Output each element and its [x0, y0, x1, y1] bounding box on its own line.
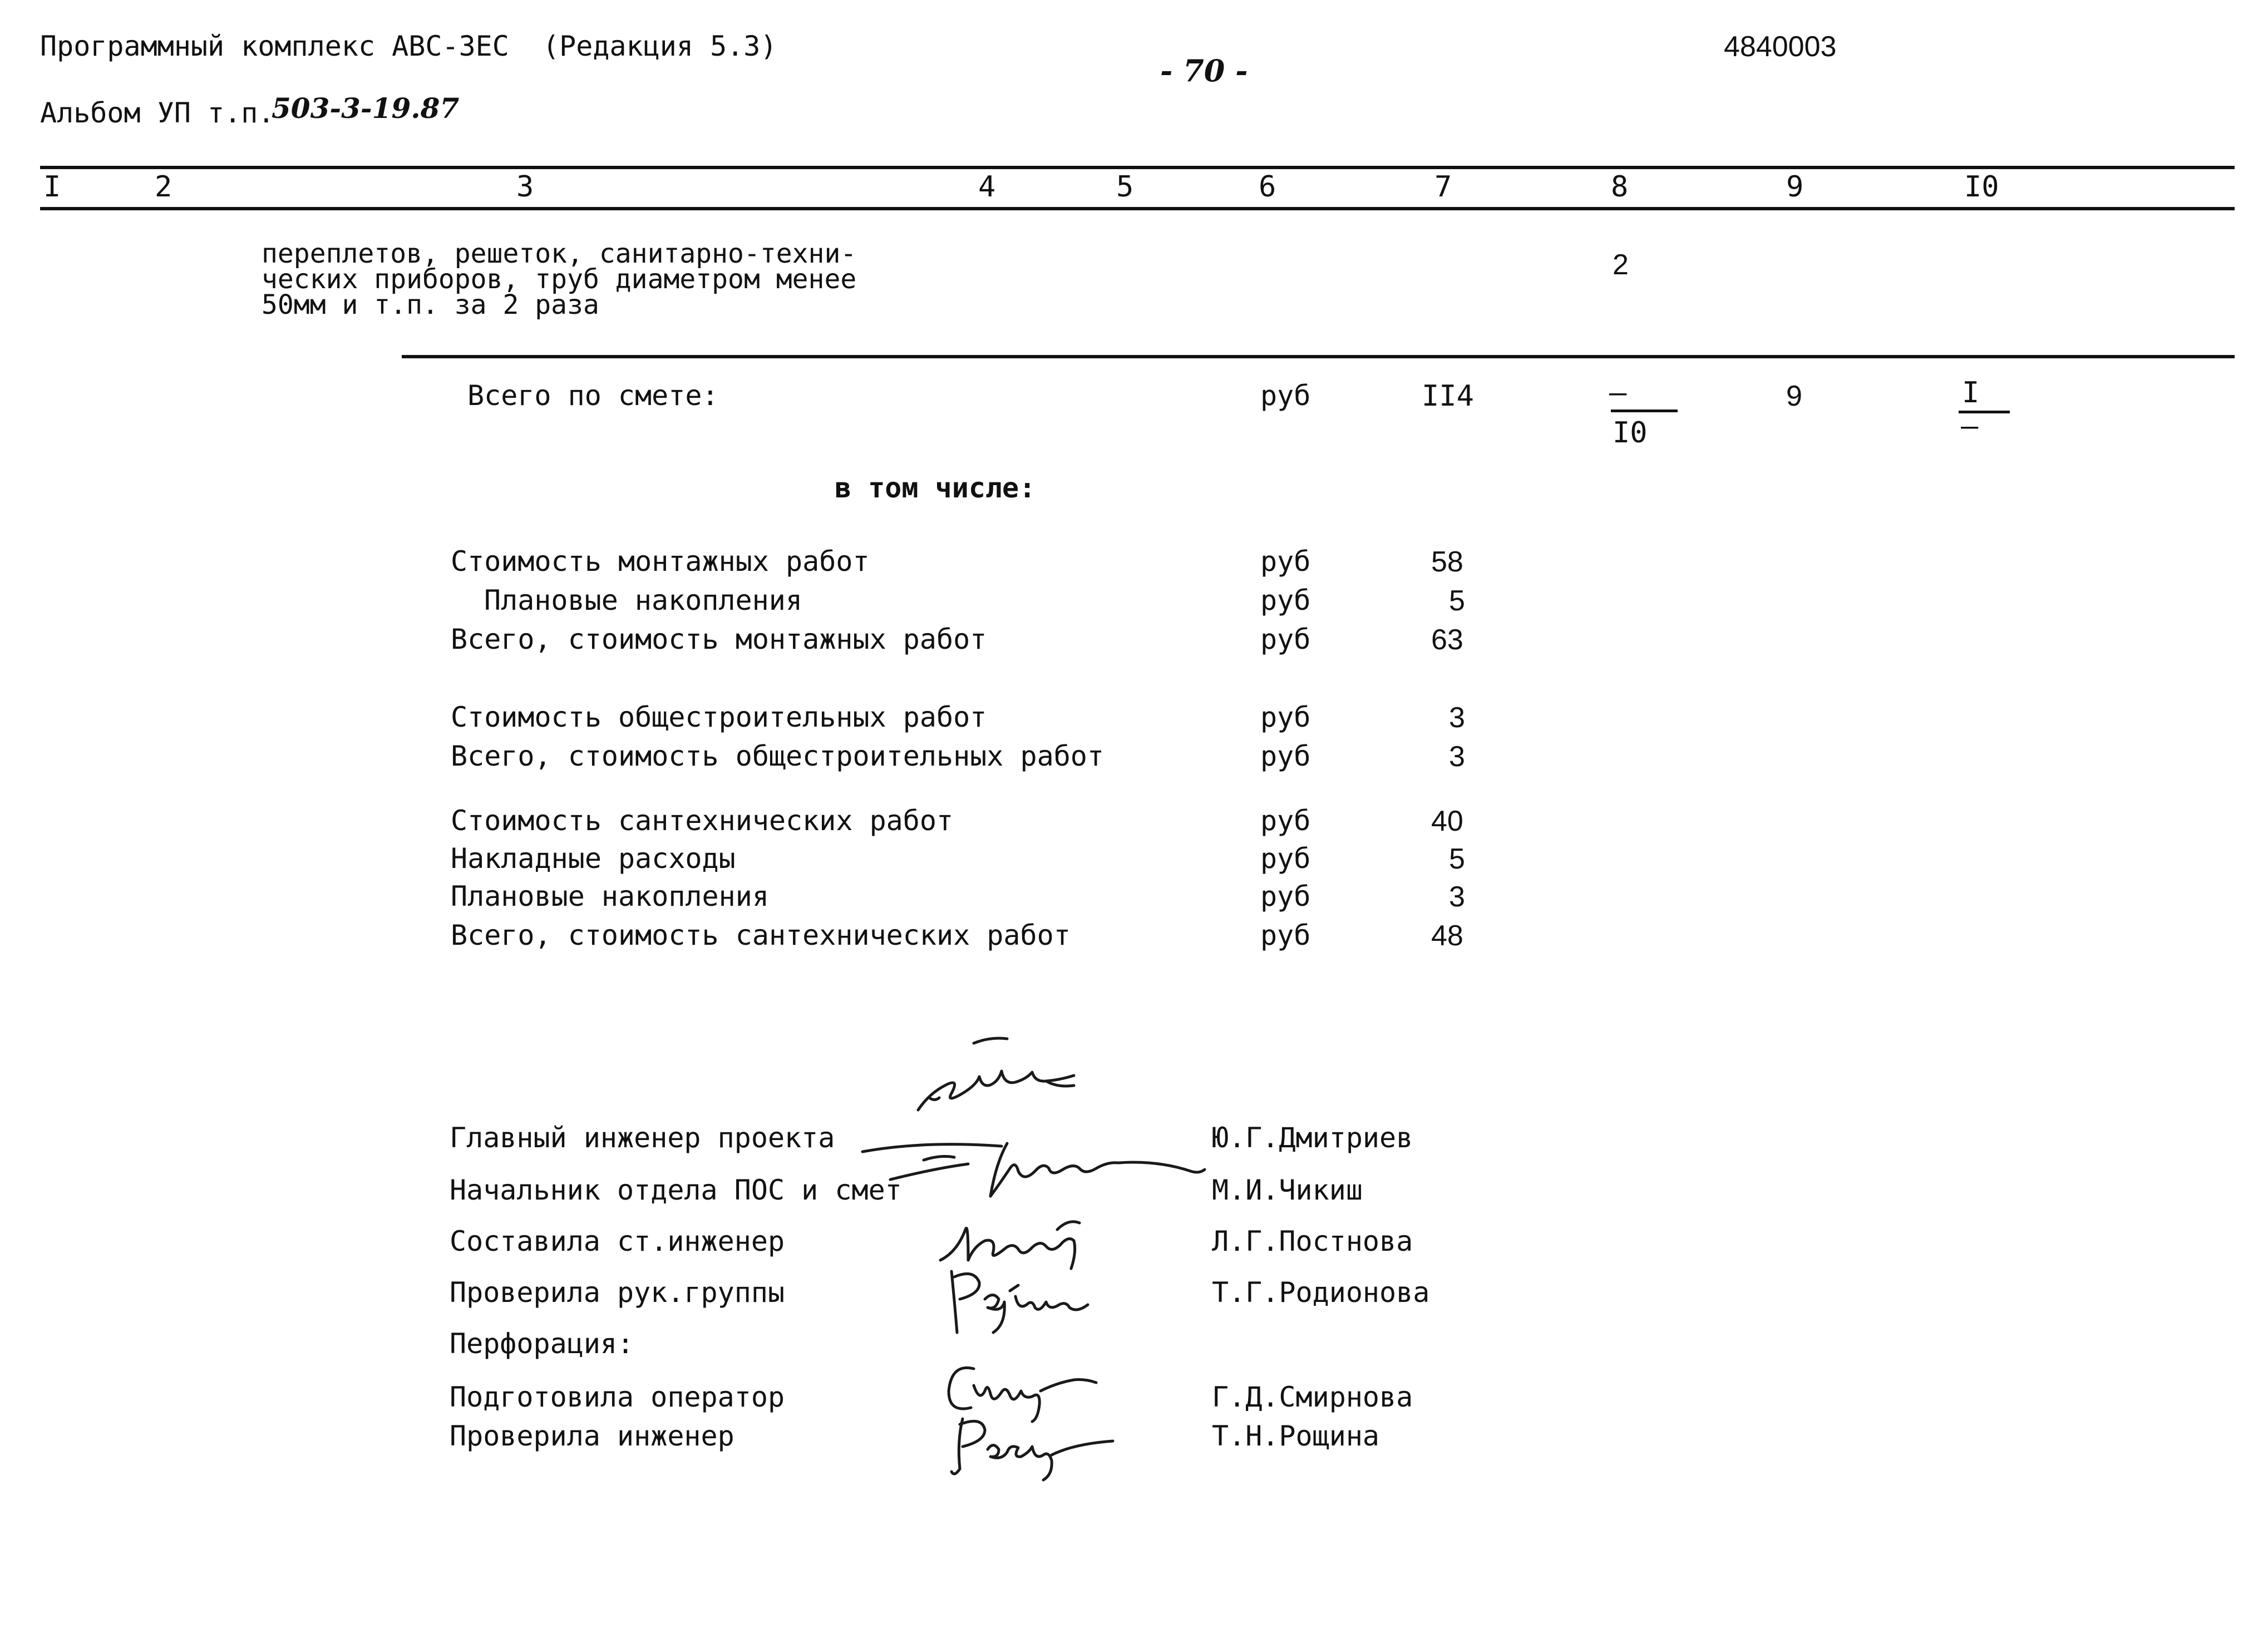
column-header-1: I — [43, 170, 61, 204]
total-col8-bottom: I0 — [1613, 416, 1648, 450]
continued-row-col8: 2 — [1613, 249, 1629, 281]
column-header-8: 8 — [1611, 170, 1629, 204]
continued-row-line-1: переплетов, решеток, санитарно-техни- — [262, 238, 857, 269]
header-bottom-rule — [40, 207, 2235, 210]
breakdown-row-value: 48 — [1431, 920, 1463, 952]
continued-row-line-2: ческих приборов, труб диаметром менее — [262, 264, 857, 295]
breakdown-row-unit: руб — [1260, 880, 1311, 912]
column-header-10: I0 — [1964, 170, 1999, 204]
breakdown-row-label: Накладные расходы — [451, 842, 736, 875]
total-col10-top: I — [1962, 376, 1980, 409]
including-label: в том числе: — [835, 472, 1036, 504]
signatory-name: Ю.Г.Дмитриев — [1212, 1122, 1413, 1154]
breakdown-row-label: Стоимость монтажных работ — [451, 545, 870, 578]
signatory-role: Проверила рук.группы — [450, 1276, 785, 1309]
total-col9: 9 — [1786, 380, 1802, 412]
continued-row-line-3: 50мм и т.п. за 2 раза — [262, 289, 599, 320]
header-top-rule — [40, 166, 2235, 169]
breakdown-row-value: 58 — [1431, 546, 1463, 578]
breakdown-row-value: 3 — [1449, 881, 1465, 913]
column-header-6: 6 — [1259, 170, 1276, 204]
column-header-4: 4 — [978, 170, 996, 204]
column-header-7: 7 — [1434, 170, 1452, 204]
column-header-2: 2 — [155, 170, 172, 204]
total-col10-bottom: – — [1961, 409, 1979, 443]
section-rule — [402, 355, 2235, 358]
column-header-3: 3 — [516, 170, 534, 204]
breakdown-row-unit: руб — [1260, 919, 1311, 951]
breakdown-row-value: 3 — [1449, 702, 1465, 734]
breakdown-row-label: Всего, стоимость общестроительных работ — [451, 740, 1104, 772]
breakdown-row-unit: руб — [1260, 623, 1311, 655]
signatory-role: Составила ст.инженер — [450, 1225, 785, 1257]
breakdown-row-value: 3 — [1449, 741, 1465, 773]
document-code: 4840003 — [1724, 31, 1837, 63]
signature-rodionova — [940, 1260, 1107, 1338]
album-number: 503-3-19.87 — [272, 92, 460, 125]
breakdown-row-label: Всего, стоимость монтажных работ — [451, 623, 987, 655]
total-col8-rule — [1611, 409, 1678, 412]
total-amount: II4 — [1422, 379, 1474, 413]
breakdown-row-label: Плановые накопления — [451, 880, 769, 912]
breakdown-row-value: 5 — [1449, 585, 1465, 617]
breakdown-row-unit: руб — [1260, 805, 1311, 837]
signatory-role: Подготовила оператор — [450, 1381, 785, 1413]
breakdown-row-label: Стоимость общестроительных работ — [451, 701, 987, 733]
breakdown-row-label: Стоимость сантехнических работ — [451, 805, 954, 837]
album-label: Альбом УП т.п. — [40, 97, 275, 129]
column-header-5: 5 — [1116, 170, 1134, 204]
breakdown-row-value: 63 — [1431, 624, 1463, 656]
breakdown-row-label: Плановые накопления — [484, 584, 802, 616]
breakdown-row-unit: руб — [1260, 842, 1311, 875]
breakdown-row-unit: руб — [1260, 740, 1311, 772]
breakdown-row-unit: руб — [1260, 545, 1311, 578]
signature-roshchina — [946, 1408, 1124, 1486]
program-title: Программный комплекс АВС-ЗЕС (Редакция 5.3) — [40, 30, 777, 62]
total-unit: руб — [1260, 379, 1311, 412]
signature-chikish — [857, 1129, 1224, 1213]
breakdown-row-unit: руб — [1260, 701, 1311, 733]
signatory-role: Начальник отдела ПОС и смет — [450, 1174, 902, 1206]
signatory-name: Г.Д.Смирнова — [1212, 1381, 1413, 1413]
breakdown-row-unit: руб — [1260, 584, 1311, 616]
total-label: Всего по смете: — [467, 379, 719, 412]
breakdown-row-value: 5 — [1449, 843, 1465, 875]
signatory-name: Л.Г.Постнова — [1212, 1225, 1413, 1257]
breakdown-row-label: Всего, стоимость сантехнических работ — [451, 919, 1071, 951]
signatory-role: Главный инженер проекта — [450, 1122, 835, 1154]
column-header-9: 9 — [1786, 170, 1804, 204]
signatory-role: Проверила инженер — [450, 1420, 734, 1452]
signature-dmitriev — [907, 1032, 1118, 1127]
signatory-name: Т.Г.Родионова — [1212, 1276, 1430, 1309]
total-col8-top: – — [1609, 376, 1627, 409]
page-number: - 70 - — [1160, 53, 1248, 88]
signatory-name: М.И.Чикиш — [1212, 1174, 1363, 1206]
perforation-label: Перфорация: — [450, 1328, 634, 1360]
signatory-name: Т.Н.Рощина — [1212, 1420, 1380, 1452]
breakdown-row-value: 40 — [1431, 805, 1463, 837]
